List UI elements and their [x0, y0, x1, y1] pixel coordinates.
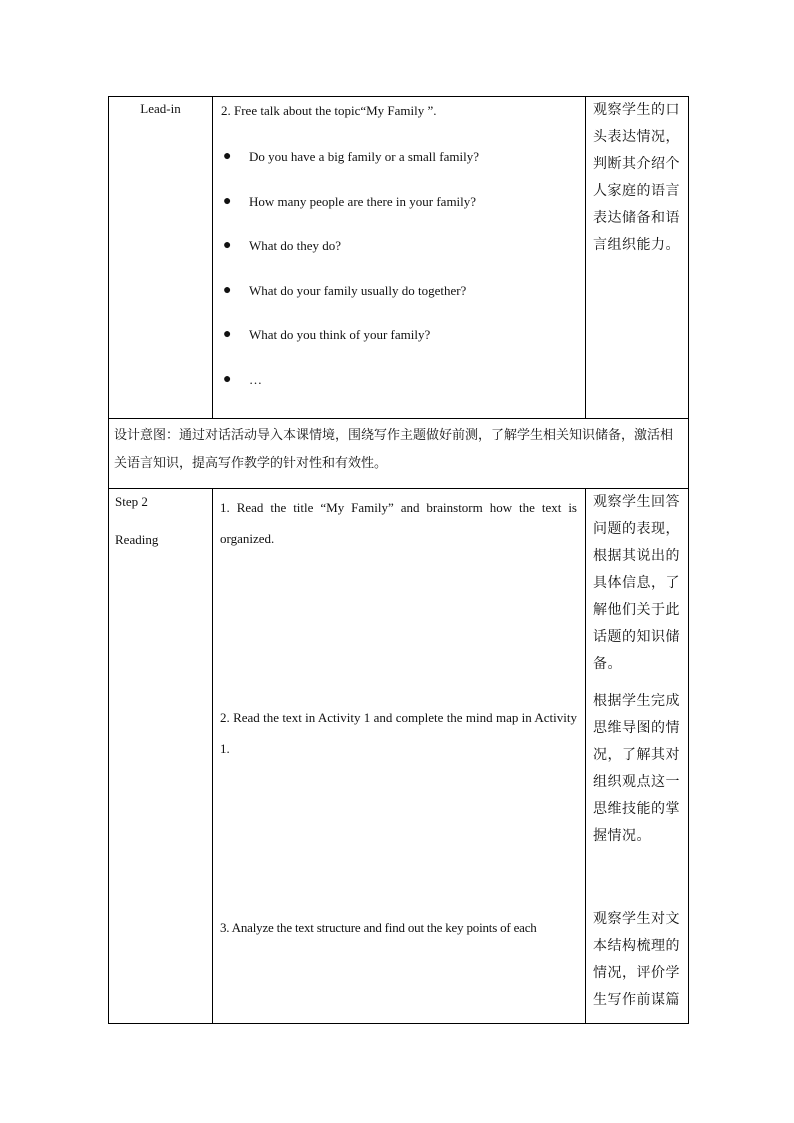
reading-task-1: 1. Read the title “My Family” and brainstorm how the text is organized. — [220, 499, 577, 546]
step2-row — [109, 488, 689, 1023]
step2-assessment-cell — [586, 488, 689, 1023]
bullet-icon: ● — [223, 327, 232, 343]
bullet-icon: ● — [223, 193, 232, 209]
step2-stage-label: Reading — [115, 531, 159, 547]
design-intent-text: 设计意图：通过对话活动导入本课情境，围绕写作主题做好前测，了解学生相关知识储备，激活相关语言知识，提高写作教学的针对性和有效性。 — [114, 427, 674, 471]
bullet-icon: ● — [223, 238, 232, 254]
leadin-activity-cell — [213, 97, 586, 419]
step2-activity-cell — [213, 488, 586, 1023]
bullet-icon: ● — [223, 371, 232, 387]
leadin-activity-title: 2. Free talk about the topic“My Family ”. — [221, 103, 437, 118]
reading-task-3: 3. Analyze the text structure and find out the key points of each — [220, 919, 537, 935]
bullet-icon: ● — [223, 149, 232, 164]
design-intent-row — [109, 418, 689, 488]
reading-assessment-1: 观察学生回答问题的表现，根据其说出的具体信息，了解他们关于此话题的知识储备。 — [593, 493, 680, 672]
reading-task-2: 2. Read the text in Activity 1 and complete the mind map in Activity 1. — [220, 709, 577, 756]
reading-assessment-2: 根据学生完成思维导图的情况，了解其对组织观点这一思维技能的掌握情况。 — [593, 692, 680, 844]
leadin-assessment-text: 观察学生的口头表达情况，判断其介绍个人家庭的语言表达储备和语言组织能力。 — [593, 102, 680, 253]
leadin-question-list — [221, 150, 577, 418]
list-item: ● … — [223, 371, 262, 387]
leadin-assessment-cell — [586, 97, 689, 419]
leadin-row — [109, 97, 689, 419]
bullet-icon: ● — [223, 282, 232, 298]
list-item: ● What do they do? — [223, 238, 342, 254]
step2-stage-cell — [109, 488, 213, 1023]
list-item: ● What do your family usually do together? — [223, 282, 467, 298]
leadin-stage-cell — [109, 97, 213, 419]
step2-step-label: Step 2 — [115, 493, 148, 509]
list-item: ● Do you have a big family or a small family? — [223, 149, 479, 164]
design-intent-cell — [109, 418, 689, 488]
list-item: ● What do you think of your family? — [223, 327, 431, 343]
reading-assessment-3: 观察学生对文本结构梳理的情况，评价学生写作前谋篇 — [593, 910, 680, 1008]
list-item: ● How many people are there in your family? — [223, 193, 477, 209]
leadin-stage-label: Lead-in — [140, 101, 181, 116]
lesson-plan-table — [108, 96, 689, 1024]
